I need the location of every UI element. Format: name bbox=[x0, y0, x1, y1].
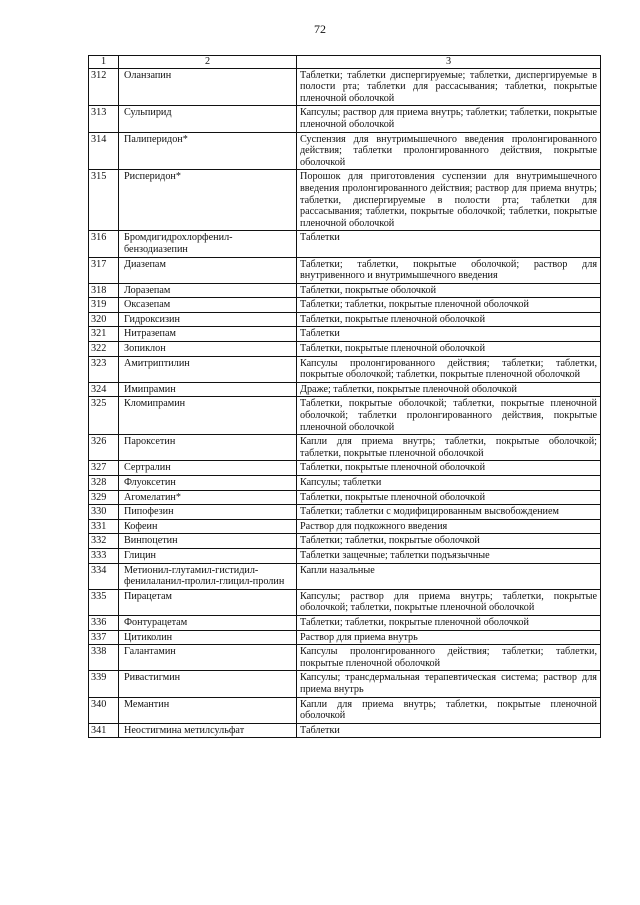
drug-name: Ривастигмин bbox=[119, 671, 297, 697]
row-number: 332 bbox=[89, 534, 119, 549]
row-number: 336 bbox=[89, 615, 119, 630]
row-number: 331 bbox=[89, 519, 119, 534]
drug-name: Сульпирид bbox=[119, 106, 297, 132]
dosage-form: Таблетки; таблетки, покрытые пленочной оболочкой bbox=[297, 615, 601, 630]
dosage-form: Суспензия для внутримышечного введения пролонгированного действия; таблетки пролонгированного действия, покрытые оболочкой bbox=[297, 132, 601, 170]
drug-name: Лоразепам bbox=[119, 283, 297, 298]
row-number: 312 bbox=[89, 68, 119, 106]
row-number: 339 bbox=[89, 671, 119, 697]
dosage-form: Капли назальные bbox=[297, 563, 601, 589]
drug-name: Нитразепам bbox=[119, 327, 297, 342]
dosage-form: Таблетки; таблетки, покрытые оболочкой; раствор для внутривенного и внутримышечного введения bbox=[297, 257, 601, 283]
dosage-form: Капсулы; трансдермальная терапевтическая система; раствор для приема внутрь bbox=[297, 671, 601, 697]
header-col-3: 3 bbox=[297, 56, 601, 69]
table-row bbox=[89, 615, 601, 630]
header-col-2: 2 bbox=[119, 56, 297, 69]
row-number: 321 bbox=[89, 327, 119, 342]
table-row bbox=[89, 68, 601, 106]
table-row bbox=[89, 342, 601, 357]
row-number: 340 bbox=[89, 697, 119, 723]
row-number: 319 bbox=[89, 298, 119, 313]
header-row bbox=[89, 56, 601, 69]
drug-name: Бромдигидрохлорфенил-бензодиазепин bbox=[119, 231, 297, 257]
row-number: 328 bbox=[89, 476, 119, 491]
page-number: 72 bbox=[314, 22, 326, 36]
table-row bbox=[89, 534, 601, 549]
table-row bbox=[89, 505, 601, 520]
dosage-form: Драже; таблетки, покрытые пленочной оболочкой bbox=[297, 382, 601, 397]
row-number: 338 bbox=[89, 645, 119, 671]
row-number: 317 bbox=[89, 257, 119, 283]
drug-name: Неостигмина метилсульфат bbox=[119, 723, 297, 738]
table-row bbox=[89, 231, 601, 257]
dosage-form: Капли для приема внутрь; таблетки, покрытые пленочной оболочкой bbox=[297, 697, 601, 723]
row-number: 315 bbox=[89, 170, 119, 231]
table-row bbox=[89, 519, 601, 534]
dosage-form: Капсулы; раствор для приема внутрь; таблетки, покрытые оболочкой; таблетки, покрытые пленочной оболочкой bbox=[297, 589, 601, 615]
dosage-form: Таблетки, покрытые пленочной оболочкой bbox=[297, 312, 601, 327]
table-row bbox=[89, 283, 601, 298]
drug-name: Кофеин bbox=[119, 519, 297, 534]
row-number: 326 bbox=[89, 435, 119, 461]
header-col-1: 1 bbox=[89, 56, 119, 69]
drug-name: Пипофезин bbox=[119, 505, 297, 520]
table-row bbox=[89, 461, 601, 476]
drug-name: Гидроксизин bbox=[119, 312, 297, 327]
dosage-form: Таблетки; таблетки, покрытые пленочной оболочкой bbox=[297, 298, 601, 313]
dosage-form: Таблетки, покрытые оболочкой bbox=[297, 283, 601, 298]
drug-name: Флуоксетин bbox=[119, 476, 297, 491]
table-body bbox=[89, 68, 601, 738]
table-row bbox=[89, 476, 601, 491]
dosage-form: Порошок для приготовления суспензии для внутримышечного введения пролонгированного действия; раствор для приема внутрь; таблетки, диспергируемые в полости рта; таблетки для рассасывания; таблетки, покрытые оболочкой; таблетки, покрытые пленочной оболочкой bbox=[297, 170, 601, 231]
row-number: 324 bbox=[89, 382, 119, 397]
dosage-form: Таблетки; таблетки с модифицированным высвобождением bbox=[297, 505, 601, 520]
dosage-form: Таблетки, покрытые пленочной оболочкой bbox=[297, 342, 601, 357]
dosage-form: Таблетки защечные; таблетки подъязычные bbox=[297, 548, 601, 563]
dosage-form: Таблетки; таблетки диспергируемые; таблетки, диспергируемые в полости рта; таблетки для рассасывания; таблетки, покрытые пленочной оболочкой bbox=[297, 68, 601, 106]
drug-name: Кломипрамин bbox=[119, 397, 297, 435]
drug-name: Рисперидон* bbox=[119, 170, 297, 231]
table-row bbox=[89, 298, 601, 313]
row-number: 313 bbox=[89, 106, 119, 132]
row-number: 323 bbox=[89, 356, 119, 382]
dosage-form: Капсулы пролонгированного действия; таблетки; таблетки, покрытые оболочкой; таблетки, покрытые пленочной оболочкой bbox=[297, 356, 601, 382]
dosage-form: Раствор для приема внутрь bbox=[297, 630, 601, 645]
drug-name: Зопиклон bbox=[119, 342, 297, 357]
table-header bbox=[89, 56, 601, 69]
dosage-form: Капсулы пролонгированного действия; таблетки; таблетки, покрытые пленочной оболочкой bbox=[297, 645, 601, 671]
row-number: 334 bbox=[89, 563, 119, 589]
row-number: 330 bbox=[89, 505, 119, 520]
row-number: 320 bbox=[89, 312, 119, 327]
dosage-form: Таблетки bbox=[297, 723, 601, 738]
row-number: 335 bbox=[89, 589, 119, 615]
table-row bbox=[89, 589, 601, 615]
drug-name: Винпоцетин bbox=[119, 534, 297, 549]
table-row bbox=[89, 697, 601, 723]
row-number: 314 bbox=[89, 132, 119, 170]
dosage-form: Капли для приема внутрь; таблетки, покрытые оболочкой; таблетки, покрытые пленочной оболочкой bbox=[297, 435, 601, 461]
row-number: 318 bbox=[89, 283, 119, 298]
table-row bbox=[89, 435, 601, 461]
drug-name: Сертралин bbox=[119, 461, 297, 476]
row-number: 337 bbox=[89, 630, 119, 645]
drug-name: Агомелатин* bbox=[119, 490, 297, 505]
table-row bbox=[89, 671, 601, 697]
drug-name: Оланзапин bbox=[119, 68, 297, 106]
drug-name: Цитиколин bbox=[119, 630, 297, 645]
table-row bbox=[89, 257, 601, 283]
table-row bbox=[89, 312, 601, 327]
dosage-form: Таблетки, покрытые пленочной оболочкой bbox=[297, 490, 601, 505]
drug-name: Пирацетам bbox=[119, 589, 297, 615]
table-row bbox=[89, 548, 601, 563]
table-row bbox=[89, 327, 601, 342]
dosage-form: Таблетки; таблетки, покрытые оболочкой bbox=[297, 534, 601, 549]
table-row bbox=[89, 723, 601, 738]
drug-name: Глицин bbox=[119, 548, 297, 563]
table-row bbox=[89, 645, 601, 671]
dosage-form: Таблетки, покрытые оболочкой; таблетки, покрытые пленочной оболочкой; таблетки пролонгированного действия, покрытые пленочной оболочкой bbox=[297, 397, 601, 435]
table-row bbox=[89, 630, 601, 645]
table-row bbox=[89, 170, 601, 231]
row-number: 327 bbox=[89, 461, 119, 476]
table-row bbox=[89, 106, 601, 132]
drug-name: Метионил-глутамил-гистидил-фенилаланил-пролил-глицил-пролин bbox=[119, 563, 297, 589]
table-row bbox=[89, 356, 601, 382]
table-row bbox=[89, 382, 601, 397]
table-row bbox=[89, 490, 601, 505]
table-row bbox=[89, 563, 601, 589]
row-number: 316 bbox=[89, 231, 119, 257]
drug-name: Диазепам bbox=[119, 257, 297, 283]
row-number: 322 bbox=[89, 342, 119, 357]
dosage-form: Капсулы; раствор для приема внутрь; таблетки; таблетки, покрытые пленочной оболочкой bbox=[297, 106, 601, 132]
row-number: 333 bbox=[89, 548, 119, 563]
drug-name: Фонтурацетам bbox=[119, 615, 297, 630]
row-number: 341 bbox=[89, 723, 119, 738]
table-row bbox=[89, 397, 601, 435]
drug-name: Амитриптилин bbox=[119, 356, 297, 382]
dosage-form: Раствор для подкожного введения bbox=[297, 519, 601, 534]
drug-name: Имипрамин bbox=[119, 382, 297, 397]
drug-table bbox=[88, 55, 601, 738]
drug-name: Галантамин bbox=[119, 645, 297, 671]
drug-name: Палиперидон* bbox=[119, 132, 297, 170]
drug-name: Мемантин bbox=[119, 697, 297, 723]
row-number: 329 bbox=[89, 490, 119, 505]
row-number: 325 bbox=[89, 397, 119, 435]
dosage-form: Капсулы; таблетки bbox=[297, 476, 601, 491]
drug-name: Оксазепам bbox=[119, 298, 297, 313]
dosage-form: Таблетки bbox=[297, 231, 601, 257]
dosage-form: Таблетки bbox=[297, 327, 601, 342]
dosage-form: Таблетки, покрытые пленочной оболочкой bbox=[297, 461, 601, 476]
table-row bbox=[89, 132, 601, 170]
drug-name: Пароксетин bbox=[119, 435, 297, 461]
